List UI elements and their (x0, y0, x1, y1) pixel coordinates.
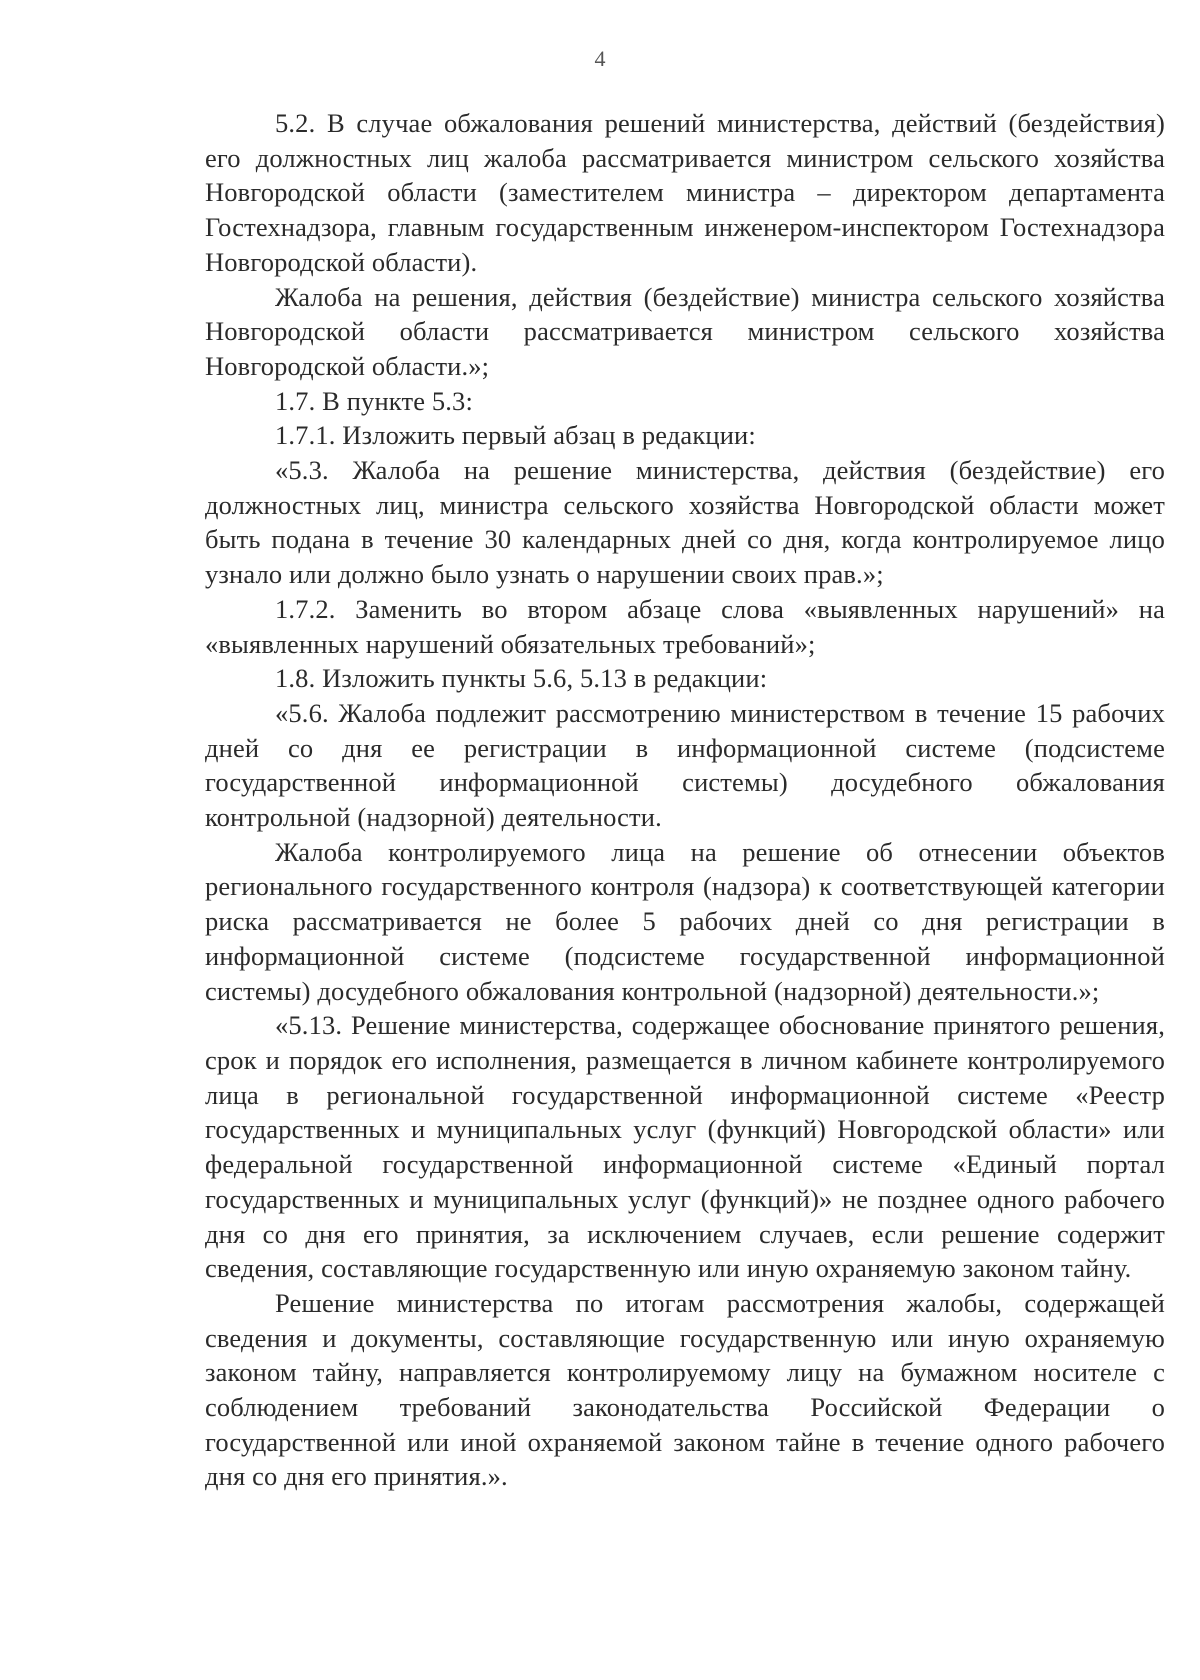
paragraph-1-8: 1.8. Изложить пункты 5.6, 5.13 в редакции: (275, 663, 768, 694)
paragraph-5-3: «5.3. Жалоба на решение министерства, действия (бездействие) его должностных лиц, министра сельского хозяйства Новгородской области может быть подана в течение 30 календарных дней со дня, когда контролируемое лицо узнало или должно было узнать о нарушении своих прав.»; (205, 455, 1165, 590)
paragraph-1-7-1: 1.7.1. Изложить первый абзац в редакции: (275, 420, 756, 451)
paragraph-1-7: 1.7. В пункте 5.3: (275, 385, 473, 416)
paragraph-complaint-minister: Жалоба на решения, действия (бездействие) министра сельского хозяйства Новгородской области рассматривается министром сельского хозяйства Новгородской области.»; (205, 281, 1165, 381)
paragraph-5-6: «5.6. Жалоба подлежит рассмотрению министерством в течение 15 рабочих дней со дня ее регистрации в информационной системе (подсистеме государственной информационной системы) досудебного обжалования контрольной (надзорной) деятельности. (205, 697, 1165, 833)
paragraph-secret-decision: Решение министерства по итогам рассмотрения жалобы, содержащей сведения и документы, составляющие государственную или иную охраняемую законом тайну, направляется контролируемому лицу на бумажном носителе с соблюдением требований законодательства Российской Федерации о государственной или иной охраняемой законом тайне в течение одного рабочего дня со дня его принятия.». (205, 1287, 1165, 1492)
paragraph-5-2: 5.2. В случае обжалования решений министерства, действий (бездействия) его должностных лиц жалоба рассматривается министром сельского хозяйства Новгородской области (заместителем министра – директором департамента Гостехнадзора, главным государственным инженером-инспектором Гостехнадзора Новгородской области). (205, 108, 1165, 277)
document-body (205, 106, 1165, 1494)
paragraph-1-7-2: 1.7.2. Заменить во втором абзаце слова «выявленных нарушений» на «выявленных нарушений обязательных требований»; (205, 593, 1165, 659)
paragraph-5-13: «5.13. Решение министерства, содержащее обоснование принятого решения, срок и порядок его исполнения, размещается в личном кабинете контролируемого лица в региональной государственной информационной системе «Реестр государственных и муниципальных услуг (функций) Новгородской области» или федеральной государственной информационной системе «Единый портал государственных и муниципальных услуг (функций)» не позднее одного рабочего дня со дня его принятия, за исключением случаев, если решение содержит сведения, составляющие государственную или иную охраняемую законом тайну. (205, 1010, 1165, 1284)
paragraph-risk-category-complaint: Жалоба контролируемого лица на решение об отнесении объектов регионального государственного контроля (надзора) к соответствующей категории риска рассматривается не более 5 рабочих дней со дня регистрации в информационной системе (подсистеме государственной информационной системы) досудебного обжалования контрольной (надзорной) деятельности.»; (205, 836, 1165, 1006)
page-number: 4 (594, 46, 606, 71)
